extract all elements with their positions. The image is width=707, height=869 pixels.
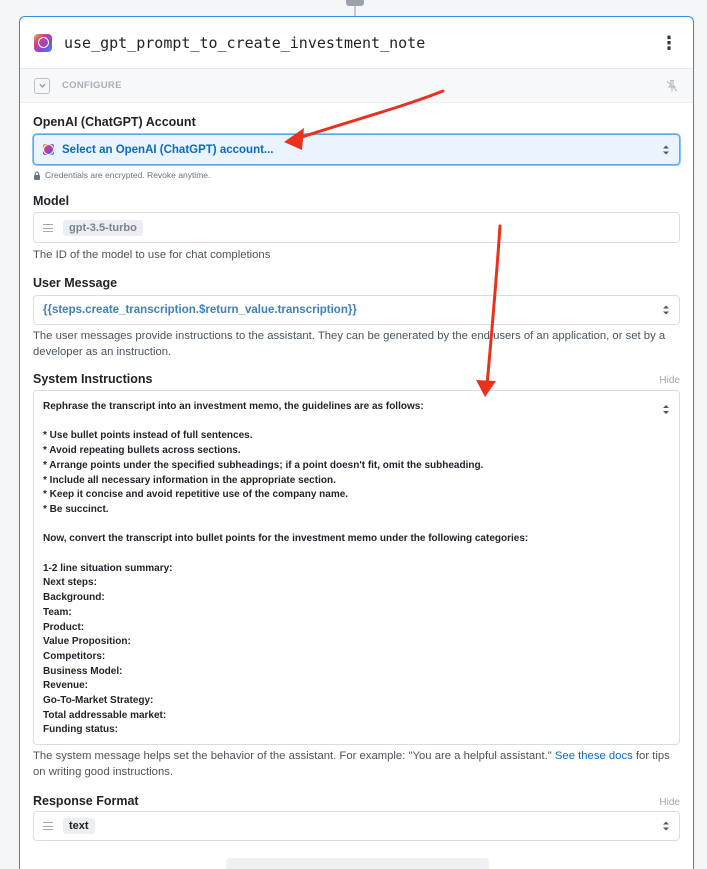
system-instructions-line [43,547,670,562]
credentials-note [33,170,680,180]
system-instructions-line [43,518,670,533]
system-instructions-line: 1-2 line situation summary: [43,562,173,574]
response-format-label-row [33,794,680,808]
openai-icon [43,144,54,155]
credentials-note-text: Credentials are encrypted. Revoke anytime. [45,170,211,180]
docs-link[interactable]: See these docs [554,750,633,762]
system-instructions-line: Next steps: [43,577,97,589]
system-instructions-help [33,748,680,780]
system-instructions-line: * Avoid repeating bullets across sections. [43,445,241,457]
system-instructions-label-row [33,372,680,386]
system-instructions-line [43,415,670,430]
system-instructions-line: Competitors: [43,650,106,662]
configure-bar[interactable] [20,69,693,103]
system-instructions-text [43,400,670,738]
response-format-pill: text [63,818,95,834]
account-select-text: Select an OpenAI (ChatGPT) account... [62,143,274,156]
system-instructions-line: * Keep it concise and avoid repetitive use of the company name. [43,489,349,501]
system-instructions-line: Funding status: [43,724,118,736]
updown-chevron-icon [662,305,670,316]
system-instructions-line: Revenue: [43,680,89,692]
footer-button[interactable] [226,858,489,869]
updown-chevron-icon [662,404,670,415]
response-format-field[interactable] [33,811,680,841]
pin-off-icon[interactable] [665,79,679,93]
step-card [19,16,694,869]
system-instructions-line: * Use bullet points instead of full sentences. [43,430,253,442]
user-message-label: User Message [33,276,118,290]
system-instructions-line: * Include all necessary information in the appropriate section. [43,474,336,486]
system-instructions-line: Go-To-Market Strategy: [43,695,154,707]
account-select[interactable] [33,134,680,165]
lock-icon [33,171,41,180]
step-header [20,17,693,69]
user-message-value: {{steps.create_transcription.$return_value.transcription}} [43,304,357,316]
help-text: The system message helps set the behavior of the assistant. For example: "You are a helpful assistant." [33,750,555,762]
account-label-row [33,115,680,129]
drag-handle-icon[interactable] [43,224,53,232]
system-instructions-line: * Arrange points under the specified subheadings; if a point doesn't fit, omit the subheading. [43,459,484,471]
user-message-field[interactable] [33,295,680,325]
step-connector-handle[interactable] [346,0,364,6]
updown-chevron-icon [662,821,670,832]
openai-icon [34,34,52,52]
configure-label: CONFIGURE [62,80,122,91]
system-instructions-line: Total addressable market: [43,709,167,721]
system-instructions-line: Background: [43,592,105,604]
response-format-label: Response Format [33,794,139,808]
system-instructions-line: * Be succinct. [43,503,109,515]
account-label: OpenAI (ChatGPT) Account [33,115,196,129]
system-instructions-line: Value Proposition: [43,636,131,648]
system-instructions-label: System Instructions [33,372,153,386]
system-instructions-field[interactable] [33,390,680,745]
hide-link[interactable]: Hide [659,797,680,808]
model-value-pill: gpt-3.5-turbo [63,220,143,236]
drag-handle-icon[interactable] [43,822,53,830]
model-help: The ID of the model to use for chat completions [33,249,271,261]
system-instructions-line: Product: [43,621,85,633]
system-instructions-line: Rephrase the transcript into an investment memo, the guidelines are as follows: [43,401,424,412]
help-text: for tips on writing good instructions. [33,750,670,778]
user-message-label-row [33,276,680,290]
step-title[interactable]: use_gpt_prompt_to_create_investment_note [64,33,426,52]
model-label-row [33,194,680,208]
user-message-help: The user messages provide instructions to the assistant. They can be generated by the end users of an application, or set by a developer as an instruction. [33,330,666,358]
hide-link[interactable]: Hide [659,375,680,386]
kebab-icon[interactable]: ⋮ [660,32,678,53]
model-label: Model [33,194,70,208]
system-instructions-line: Now, convert the transcript into bullet points for the investment memo under the following categories: [43,533,529,545]
updown-chevron-icon [662,144,670,155]
system-instructions-line: Team: [43,606,72,618]
system-instructions-line: Business Model: [43,665,123,677]
model-field[interactable] [33,212,680,243]
chevron-down-icon[interactable] [34,78,50,94]
config-form [20,115,693,841]
